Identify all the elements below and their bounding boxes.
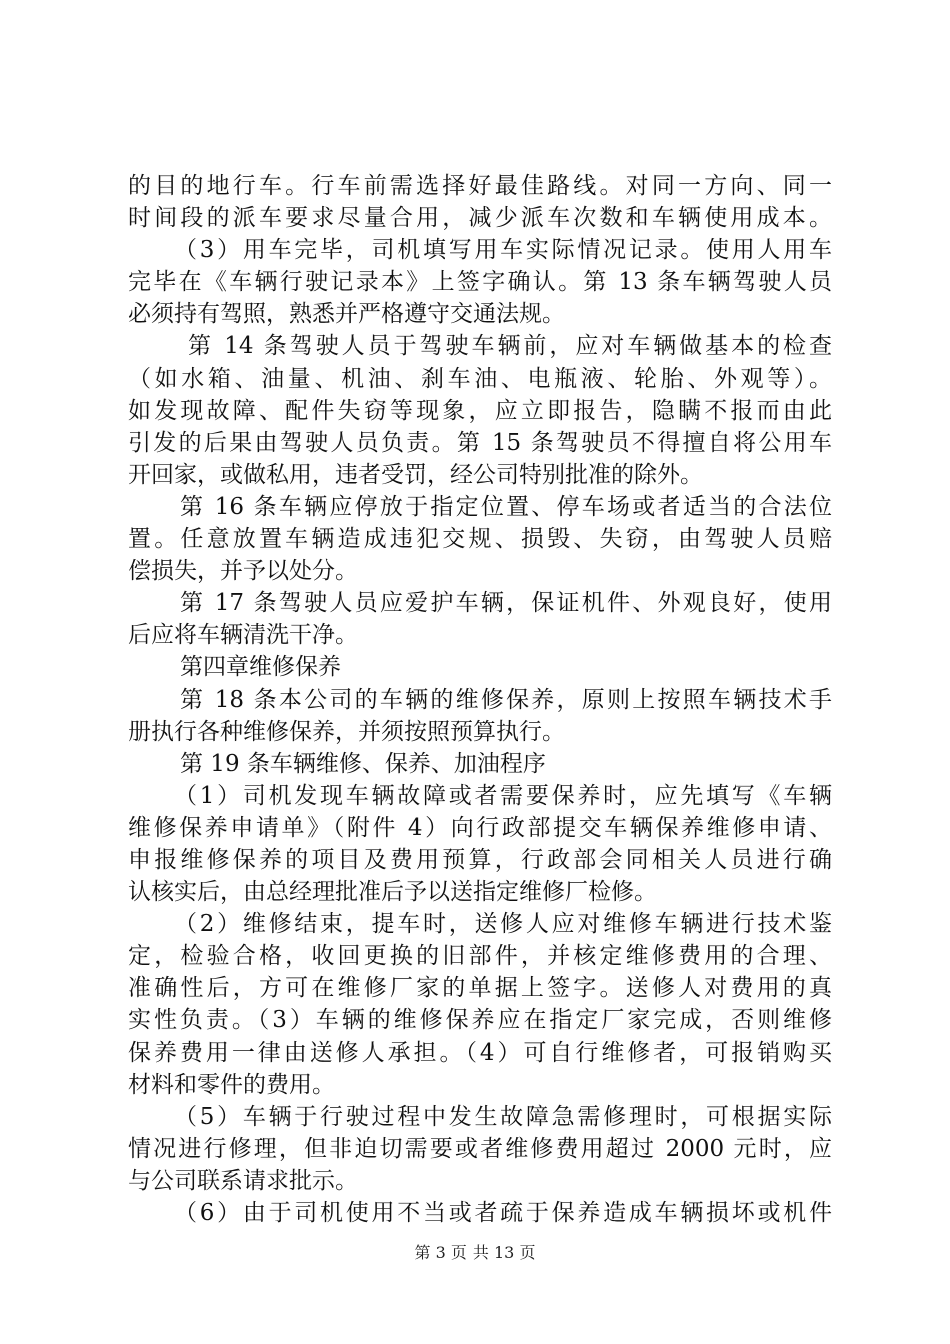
text-line: 置。任意放置车辆造成违犯交规、损毁、失窃，由驾驶人员赔 bbox=[128, 526, 832, 553]
text-line: 的目的地行车。行车前需选择好最佳路线。对同一方向、同一 bbox=[128, 173, 832, 199]
text-line: 完毕在《车辆行驶记录本》上签字确认。第 13 条车辆驾驶人员 bbox=[128, 269, 832, 296]
text-line: 情况进行修理，但非迫切需要或者维修费用超过 2000 元时，应 bbox=[128, 1135, 832, 1162]
text-line: （3）用车完毕，司机填写用车实际情况记录。使用人用车 bbox=[174, 237, 832, 264]
text-line: （1）司机发现车辆故障或者需要保养时，应先填写《车辆 bbox=[174, 782, 832, 809]
text-line: 与公司联系请求批示。 bbox=[128, 1167, 358, 1194]
text-line: 册执行各种维修保养，并须按照预算执行。 bbox=[128, 718, 565, 745]
text-line: 定，检验合格，收回更换的旧部件，并核定维修费用的合理、 bbox=[128, 943, 832, 970]
text-line: （如水箱、油量、机油、刹车油、电瓶液、轮胎、外观等）。 bbox=[128, 365, 832, 392]
page-number: 第 3 页 bbox=[414, 1243, 467, 1262]
text-line: 如发现故障、配件失窃等现象，应立即报告，隐瞒不报而由此 bbox=[128, 397, 832, 424]
text-line: 引发的后果由驾驶人员负责。第 15 条驾驶员不得擅自将公用车 bbox=[128, 429, 832, 456]
chapter-heading: 第四章维修保养 bbox=[180, 654, 341, 681]
text-line: 第 16 条车辆应停放于指定位置、停车场或者适当的合法位 bbox=[180, 493, 832, 520]
text-line: 第 19 条车辆维修、保养、加油程序 bbox=[180, 750, 546, 777]
page-footer bbox=[0, 1243, 950, 1263]
text-line: 认核实后，由总经理批准后予以送指定维修厂检修。 bbox=[128, 879, 657, 906]
text-line: 偿损失，并予以处分。 bbox=[128, 558, 358, 585]
text-line: （2）维修结束，提车时，送修人应对维修车辆进行技术鉴 bbox=[174, 911, 832, 938]
text-line: 后应将车辆清洗干净。 bbox=[128, 622, 358, 649]
text-line: 开回家，或做私用，违者受罚，经公司特别批准的除外。 bbox=[128, 461, 703, 488]
text-line: 时间段的派车要求尽量合用，减少派车次数和车辆使用成本。 bbox=[128, 205, 832, 232]
text-line: （6）由于司机使用不当或者疏于保养造成车辆损坏或机件 bbox=[174, 1200, 832, 1226]
text-line: 第 18 条本公司的车辆的维修保养，原则上按照车辆技术手 bbox=[180, 686, 832, 713]
text-line: 第 14 条驾驶人员于驾驶车辆前，应对车辆做基本的检查 bbox=[188, 333, 832, 360]
text-line: （5）车辆于行驶过程中发生故障急需修理时，可根据实际 bbox=[174, 1103, 832, 1130]
text-line: 必须持有驾照，熟悉并严格遵守交通法规。 bbox=[128, 301, 565, 328]
text-line: 材料和零件的费用。 bbox=[128, 1071, 335, 1098]
text-line: 申报维修保养的项目及费用预算，行政部会同相关人员进行确 bbox=[128, 846, 832, 873]
text-line: 第 17 条驾驶人员应爱护车辆，保证机件、外观良好，使用 bbox=[180, 590, 832, 617]
text-line: 实性负责。（3）车辆的维修保养应在指定厂家完成，否则维修 bbox=[128, 1007, 832, 1034]
text-line: 保养费用一律由送修人承担。（4）可自行维修者，可报销购买 bbox=[128, 1039, 832, 1066]
document-body bbox=[128, 170, 832, 1229]
page-total: 共 13 页 bbox=[472, 1243, 536, 1262]
text-line: 准确性后，方可在维修厂家的单据上签字。送修人对费用的真 bbox=[128, 975, 832, 1002]
text-line: 维修保养申请单》（附件 4）向行政部提交车辆保养维修申请、 bbox=[128, 814, 832, 841]
